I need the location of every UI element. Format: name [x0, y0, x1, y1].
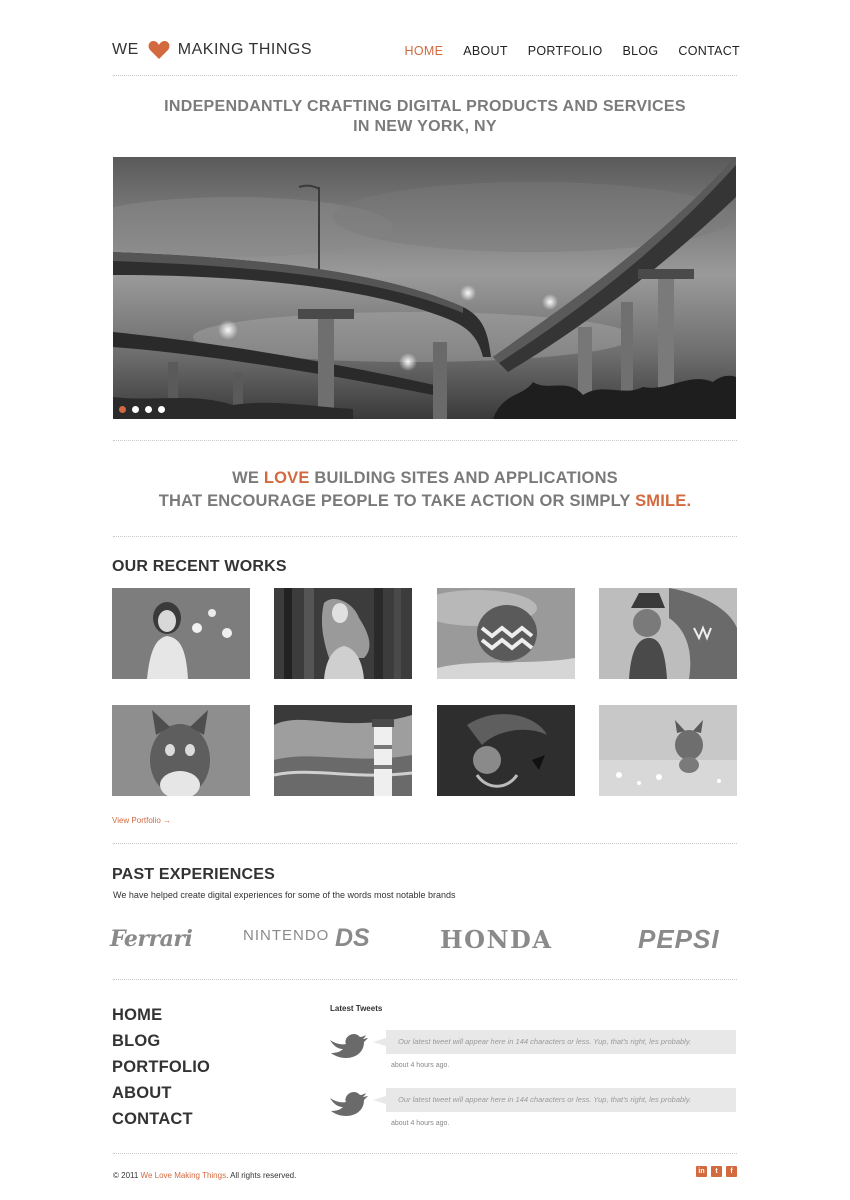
work-thumbnail-cat-dinosaur[interactable]: [599, 588, 737, 679]
past-experiences-subtitle: We have helped create digital experiences for some of the words most notable brands: [113, 890, 456, 900]
site-logo[interactable]: [112, 40, 312, 60]
hero-slider[interactable]: [113, 157, 736, 419]
tweet-text: Our latest tweet will appear here in 144 characters or less. Yup, that's right, les probably.: [386, 1030, 736, 1054]
footer-nav: [112, 1005, 210, 1129]
work-thumbnail-girl-forest[interactable]: [274, 588, 412, 679]
divider: [113, 75, 737, 76]
statement-text: THAT ENCOURAGE PEOPLE TO TAKE ACTION OR SIMPLY: [158, 492, 636, 510]
tweet-item: [328, 1030, 738, 1070]
nav-contact[interactable]: CONTACT: [678, 44, 740, 58]
logo-text-making-things: MAKING THINGS: [177, 41, 312, 58]
statement-highlight-love: LOVE: [263, 469, 310, 487]
nav-portfolio[interactable]: PORTFOLIO: [527, 44, 603, 58]
brand-logo-nintendo: NINTENDO: [243, 927, 330, 944]
slider-dots: [119, 406, 165, 413]
hero-image-overpass: [113, 157, 736, 419]
tweet-time: about 4 hours ago.: [391, 1120, 450, 1127]
slider-dot[interactable]: [119, 406, 126, 413]
divider: [113, 1153, 737, 1154]
brand-logo-ds: DS: [335, 924, 370, 952]
copyright-prefix: © 2011: [113, 1171, 141, 1180]
twitter-bird-icon: [328, 1088, 368, 1116]
nav-about[interactable]: ABOUT: [463, 44, 508, 58]
works-grid: [112, 588, 737, 796]
nav-blog[interactable]: BLOG: [622, 44, 659, 58]
brand-logo-honda: HONDA: [440, 925, 553, 954]
linkedin-icon[interactable]: in: [696, 1166, 707, 1177]
divider: [113, 979, 737, 980]
statement-text: .: [686, 492, 692, 510]
latest-tweets-title: Latest Tweets: [330, 1004, 383, 1013]
tweet-time: about 4 hours ago.: [391, 1062, 450, 1069]
social-links: [696, 1166, 737, 1177]
tagline-line-2: IN NEW YORK, NY: [353, 118, 497, 135]
statement-highlight-smile: SMILE: [635, 492, 687, 510]
statement-line-2: [0, 490, 850, 513]
heart-icon: [148, 40, 170, 60]
footer-nav-portfolio[interactable]: PORTFOLIO: [112, 1058, 211, 1076]
copyright-brand-link[interactable]: We Love Making Things: [140, 1171, 227, 1180]
tagline-line-1: INDEPENDANTLY CRAFTING DIGITAL PRODUCTS AND SERVICES: [164, 98, 686, 115]
brand-logos: [110, 924, 740, 956]
work-thumbnail-running-kitten[interactable]: [599, 705, 737, 796]
logo-text-we: WE: [112, 41, 139, 58]
facebook-icon[interactable]: f: [726, 1166, 737, 1177]
footer-nav-home[interactable]: HOME: [112, 1006, 163, 1024]
work-thumbnail-kitten[interactable]: [112, 705, 250, 796]
slider-dot[interactable]: [158, 406, 165, 413]
work-thumbnail-woman-flowers[interactable]: [112, 588, 250, 679]
past-experiences-title: PAST EXPERIENCES: [112, 866, 275, 883]
footer-nav-contact[interactable]: CONTACT: [112, 1110, 193, 1128]
divider: [113, 440, 737, 441]
footer-nav-blog[interactable]: BLOG: [112, 1032, 161, 1050]
statement-text: WE: [232, 469, 264, 487]
tweet-item: [328, 1088, 738, 1128]
slider-dot[interactable]: [145, 406, 152, 413]
work-thumbnail-hot-air-balloon[interactable]: [437, 588, 575, 679]
twitter-icon[interactable]: t: [711, 1166, 722, 1177]
tweet-text: Our latest tweet will appear here in 144 characters or less. Yup, that's right, les probably.: [386, 1088, 736, 1112]
statement-line-1: [0, 467, 850, 490]
main-nav: [405, 44, 741, 58]
work-thumbnail-lighthouse[interactable]: [274, 705, 412, 796]
footer-nav-about[interactable]: ABOUT: [112, 1084, 172, 1102]
statement-text: BUILDING SITES AND APPLICATIONS: [309, 469, 618, 487]
copyright: [113, 1171, 296, 1180]
view-portfolio-link[interactable]: View Portfolio →: [112, 816, 171, 825]
nav-home[interactable]: HOME: [404, 44, 444, 58]
recent-works-title: OUR RECENT WORKS: [112, 558, 287, 575]
work-thumbnail-fantasy-illustration[interactable]: [437, 705, 575, 796]
twitter-bird-icon: [328, 1030, 368, 1058]
divider: [113, 536, 737, 537]
tagline: [0, 97, 850, 137]
divider: [113, 843, 737, 844]
brand-logo-ferrari: Ferrari: [110, 926, 193, 952]
mission-statement: [0, 467, 850, 513]
slider-dot[interactable]: [132, 406, 139, 413]
copyright-suffix: . All rights reserved.: [226, 1171, 297, 1180]
brand-logo-pepsi: PEPSI: [638, 924, 720, 954]
